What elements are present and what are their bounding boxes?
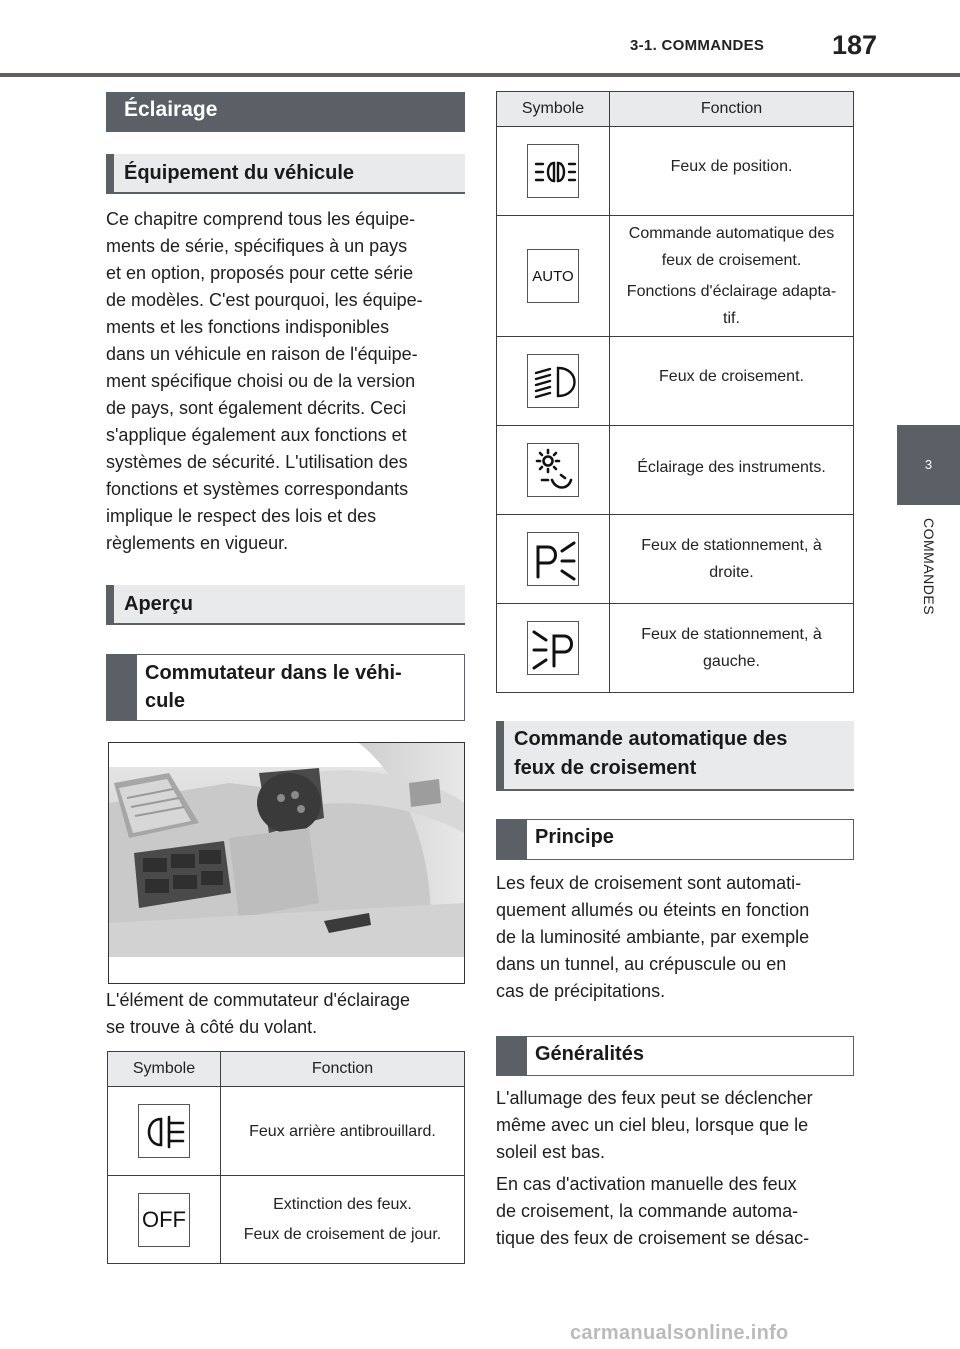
heading-commande-automatique: Commande automatique des feux de croisement <box>496 721 854 791</box>
header-rule <box>0 73 960 77</box>
table-row <box>497 216 854 337</box>
symbol-cell <box>108 1176 221 1264</box>
symbol-cell <box>497 216 610 337</box>
column-header-symbol: Symbole <box>497 92 610 127</box>
generalites-paragraph-1: L'allumage des feux peut se déclencher même avec un ciel bleu, lorsque que le soleil est bas. <box>496 1088 813 1162</box>
table-row <box>497 426 854 515</box>
section-heading-eclairage: Éclairage <box>106 92 465 132</box>
chapter-tab-label <box>898 500 958 650</box>
chapter-tab[interactable]: 3 <box>897 425 960 505</box>
table-row <box>497 515 854 604</box>
column-header-function: Fonction <box>221 1052 465 1087</box>
function-cell: Commande automatique des feux de croisement. Fonctions d'éclairage adapta- tif. <box>610 216 854 337</box>
symbol-cell <box>497 604 610 693</box>
parking-right-icon <box>527 532 579 586</box>
subheading-apercu: Aperçu <box>106 585 465 625</box>
symbol-cell <box>497 515 610 604</box>
symbol-cell <box>497 127 610 216</box>
rear-fog-light-icon <box>138 1104 190 1158</box>
generalites-paragraph-2: En cas d'activation manuelle des feux de croisement, la commande automa- tique des feux de croisement se désac- <box>496 1174 810 1248</box>
function-cell: Extinction des feux. Feux de croisement de jour. <box>221 1176 465 1264</box>
section-title: 3-1. COMMANDES <box>630 37 765 54</box>
watermark-footer[interactable]: carmanualsonline.info <box>570 1322 789 1344</box>
box-heading-principe: Principe <box>496 819 854 860</box>
caption-paragraph: L'élément de commutateur d'éclairage se trouve à côté du volant. <box>106 990 411 1037</box>
column-header-symbol: Symbole <box>108 1052 221 1087</box>
table-row <box>497 604 854 693</box>
box-heading-commutateur: Commutateur dans le véhi- cule <box>106 654 465 721</box>
function-cell: Feux de croisement. <box>610 337 854 426</box>
auto-icon: AUTO <box>527 249 579 303</box>
table-row <box>108 1176 465 1264</box>
table-row <box>497 337 854 426</box>
box-heading-bar <box>497 820 527 859</box>
parking-left-icon <box>527 621 579 675</box>
table-row <box>108 1087 465 1176</box>
box-heading-generalites: Généralités <box>496 1036 854 1076</box>
function-cell: Éclairage des instruments. <box>610 426 854 515</box>
intro-paragraph: Ce chapitre comprend tous les équipe- ments de série, spécifiques à un pays et en option, proposés pour cette série de modèles. C'est pourquoi, les équipe- ments et les fonctions indisponibles dans un véhicule en raison de l'équipe- ment spécifique choisi ou de la version de pays, sont également décrits. Ceci s'applique également aux fonctions et systèmes de sécurité. L'utilisation des fonctions et systèmes correspondants implique le respect des lois et des règlements en vigueur. <box>106 209 423 553</box>
box-heading-bar <box>107 655 137 720</box>
table-header-row <box>497 92 854 127</box>
symbol-cell <box>497 426 610 515</box>
symbol-table-right <box>496 91 854 693</box>
dashboard-illustration <box>108 742 465 984</box>
position-lights-icon <box>527 144 579 198</box>
page-number: 187 <box>832 30 878 60</box>
function-cell: Feux de position. <box>610 127 854 216</box>
function-cell: Feux arrière antibrouillard. <box>221 1087 465 1176</box>
off-icon: OFF <box>138 1193 190 1247</box>
chapter-tab-label-text: COMMANDES <box>921 518 937 616</box>
table-row <box>497 127 854 216</box>
function-cell: Feux de stationnement, à droite. <box>610 515 854 604</box>
symbol-table-left <box>107 1051 465 1264</box>
box-heading-bar <box>497 1037 527 1075</box>
principe-paragraph: Les feux de croisement sont automati- quement allumés ou éteints en fonction de la luminosité ambiante, par exemple dans un tunnel, au crépuscule ou en cas de précipitations. <box>496 873 810 1001</box>
symbol-cell <box>108 1087 221 1176</box>
column-header-function: Fonction <box>610 92 854 127</box>
instrument-lighting-icon <box>527 443 579 497</box>
subheading-equipement: Équipement du véhicule <box>106 154 465 194</box>
low-beam-icon <box>527 354 579 408</box>
function-cell: Feux de stationnement, à gauche. <box>610 604 854 693</box>
symbol-cell <box>497 337 610 426</box>
table-header-row <box>108 1052 465 1087</box>
